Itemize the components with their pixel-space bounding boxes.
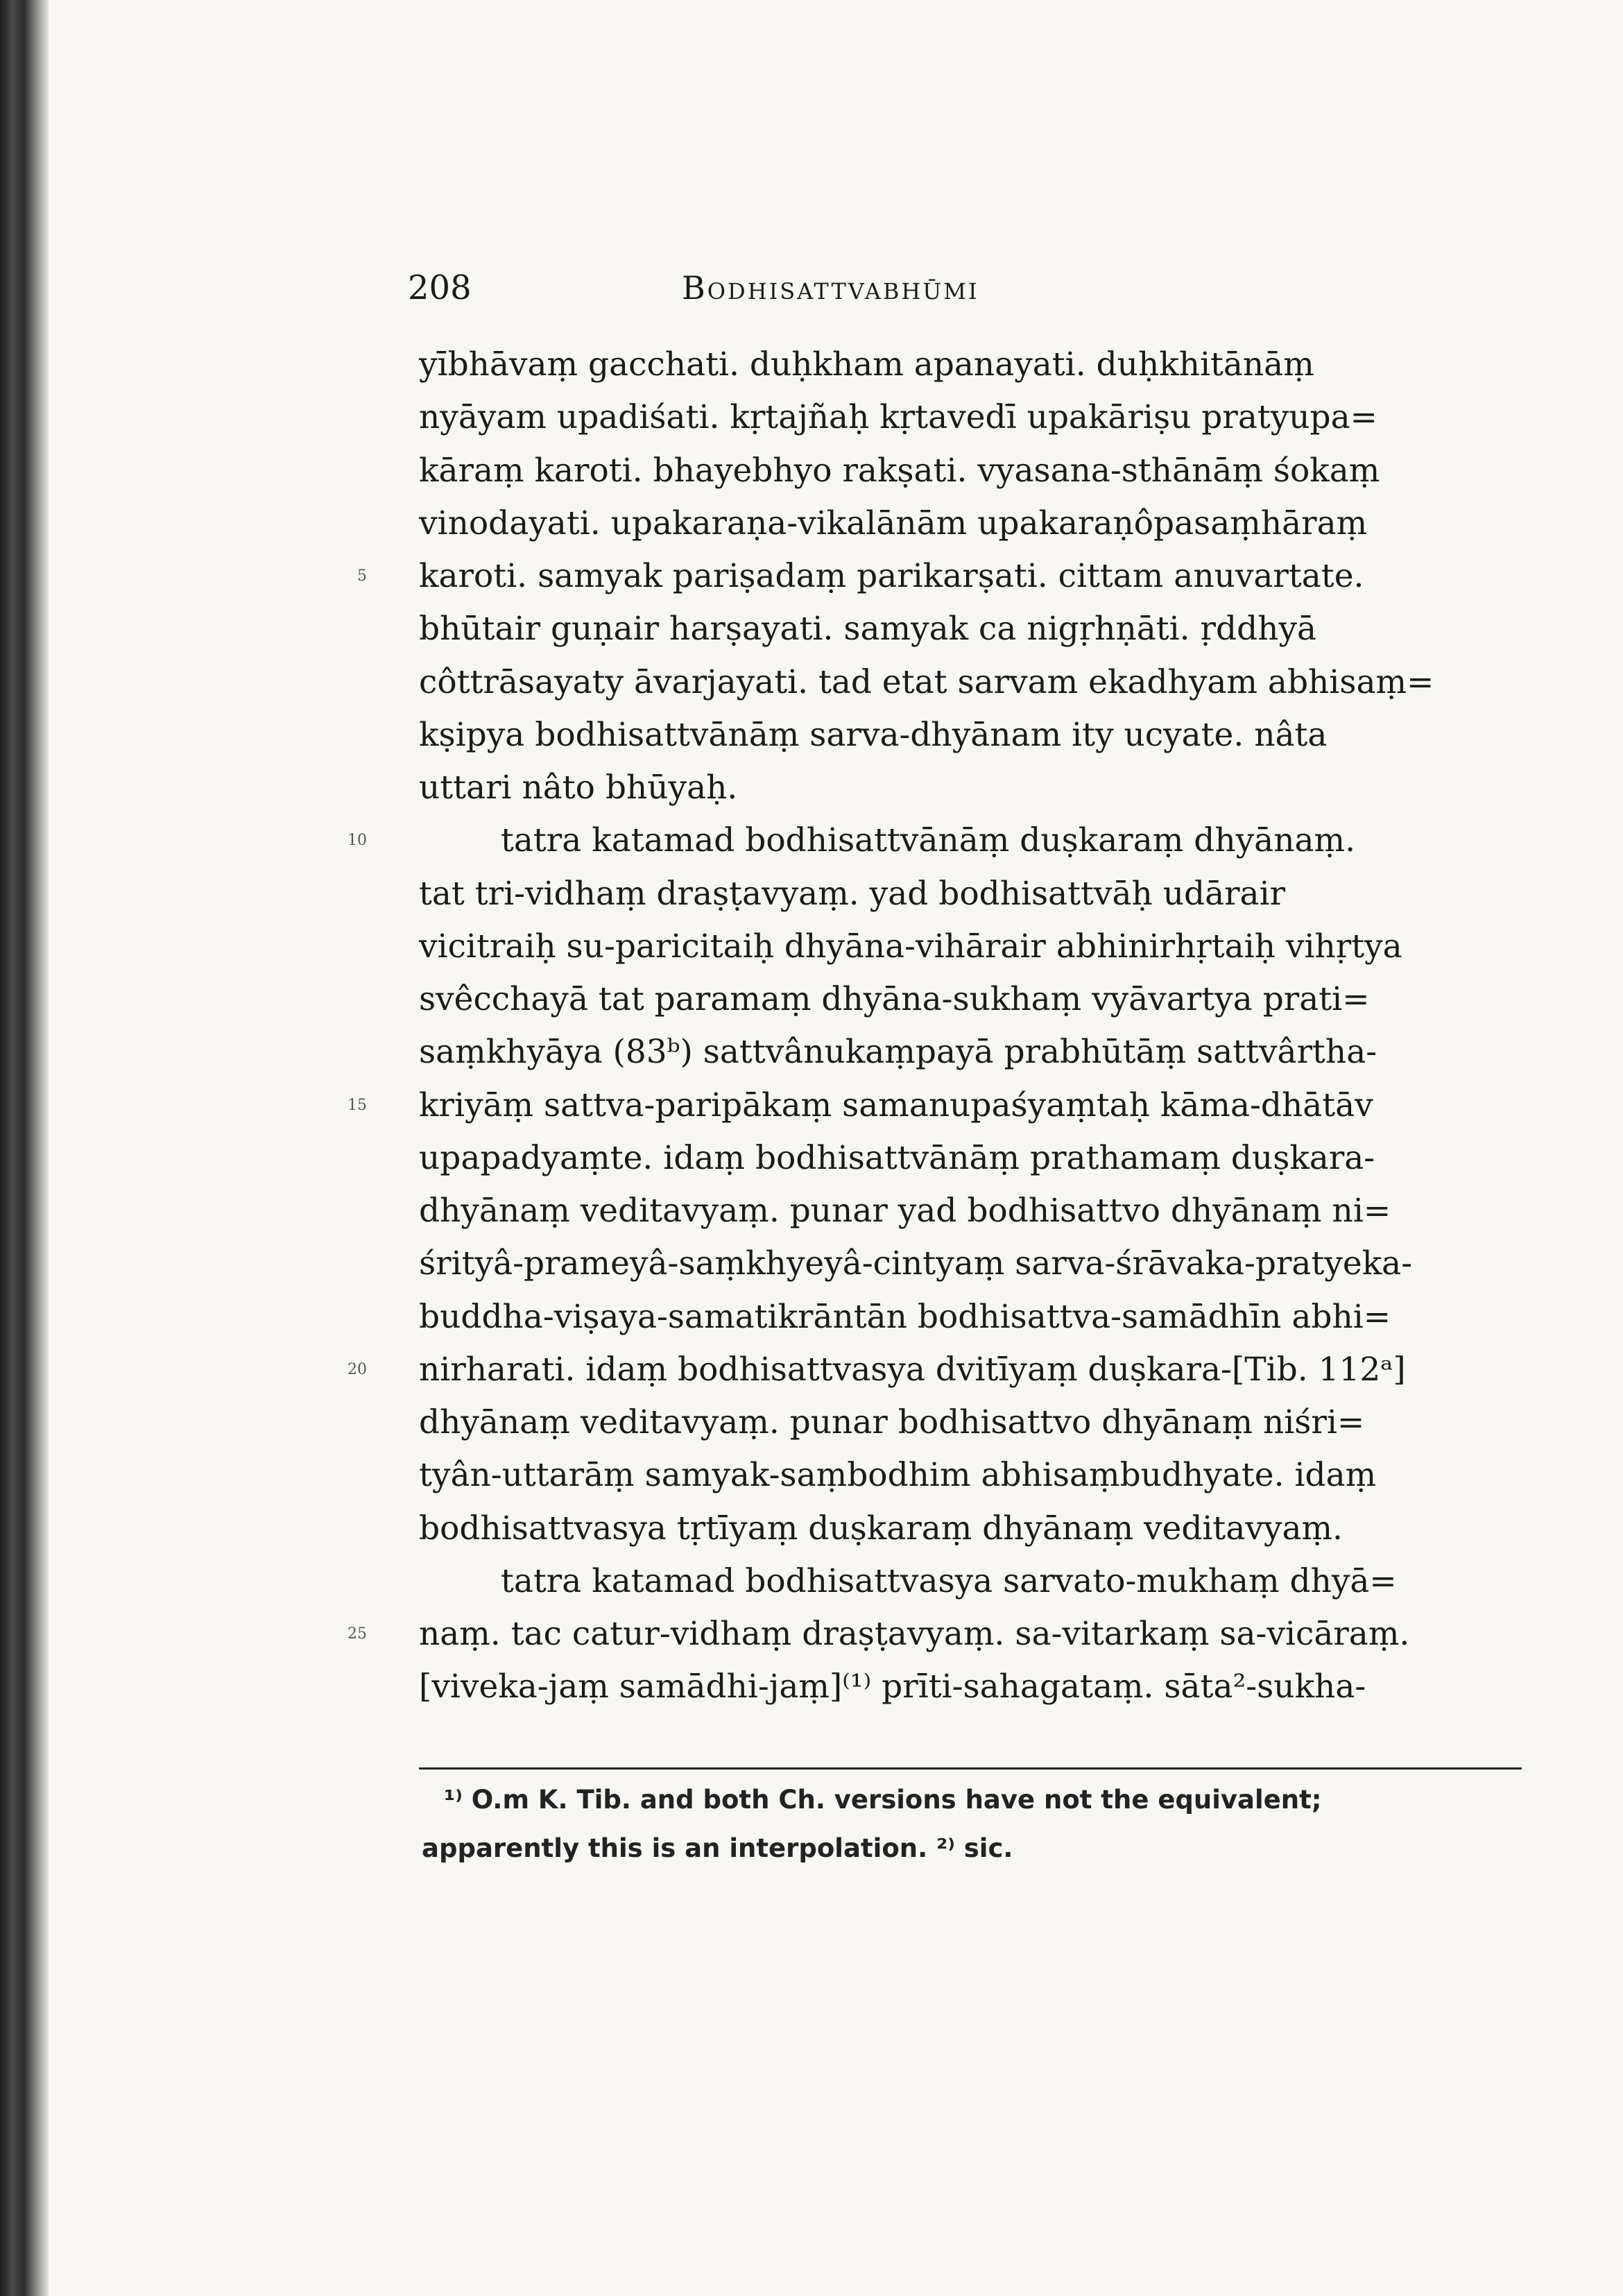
line-text: dhyānaṃ veditavyaṃ. punar yad bodhisattvo dhyānaṃ ni=: [419, 1192, 1391, 1230]
line-text: tyân-uttarāṃ samyak-saṃbodhim abhisaṃbudhyate. idaṃ: [419, 1456, 1377, 1495]
running-title: Bodhisattvabhūmi: [682, 269, 979, 307]
text-line: [419, 1291, 1529, 1344]
text-line: [347, 1079, 1529, 1132]
line-text: tatra katamad bodhisattvasya sarvato-mukhaṃ dhyā=: [501, 1561, 1397, 1600]
line-text: upapadyaṃte. idaṃ bodhisattvānāṃ prathamaṃ duṣkara-: [419, 1138, 1375, 1177]
text-line: [419, 1132, 1529, 1185]
line-number-marker: 15: [347, 1096, 367, 1114]
text-line: [419, 1396, 1529, 1449]
line-text: nirharati. idaṃ bodhisattvasya dvitīyaṃ duṣkara-[Tib. 112ᵃ]: [419, 1350, 1406, 1389]
line-number-marker: 25: [347, 1625, 367, 1643]
text-line: [419, 1555, 1529, 1608]
text-line: [347, 814, 1529, 867]
line-text: tat tri-vidhaṃ draṣṭavyaṃ. yad bodhisattvāḥ udārair: [419, 874, 1286, 913]
line-text: karoti. samyak pariṣadaṃ parikarṣati. cittam anuvartate.: [419, 557, 1364, 595]
text-line: [419, 1449, 1529, 1502]
footnote-line: ¹⁾ O.m K. Tib. and both Ch. versions have not the equivalent;: [444, 1785, 1322, 1815]
text-line: [419, 339, 1529, 391]
footnote-line: apparently this is an interpolation. ²⁾ sic.: [422, 1833, 1013, 1863]
text-line: [419, 868, 1529, 920]
text-line: [419, 497, 1529, 550]
line-text: dhyānaṃ veditavyaṃ. punar bodhisattvo dhyānaṃ niśri=: [419, 1403, 1365, 1441]
text-line: [419, 920, 1529, 973]
text-line: [347, 1608, 1529, 1661]
text-line: [419, 445, 1529, 497]
line-text: kṣipya bodhisattvānāṃ sarva-dhyānam ity ucyate. nâta: [419, 715, 1328, 754]
book-spine-shadow: [0, 0, 49, 2296]
text-line: [419, 1661, 1529, 1713]
footnote-rule: [419, 1767, 1522, 1770]
text-line: [419, 391, 1529, 444]
line-text: bhūtair guṇair harṣayati. samyak ca nigṛhṇāti. ṛddhyā: [419, 610, 1317, 649]
line-text: śrityâ-prameyâ-saṃkhyeyâ-cintyaṃ sarva-śrāvaka-pratyeka-: [419, 1244, 1413, 1283]
text-line: [419, 1026, 1529, 1079]
line-text: kāraṃ karoti. bhayebhyo rakṣati. vyasana-sthānāṃ śokaṃ: [419, 451, 1380, 490]
main-text: [347, 339, 1529, 1714]
line-number-marker: 10: [347, 832, 367, 850]
page-number: 208: [408, 268, 472, 307]
footnotes: [422, 1776, 1531, 1873]
line-text: yībhāvaṃ gacchati. duḥkham apanayati. duḥkhitānāṃ: [419, 345, 1314, 384]
text-line: [419, 603, 1529, 656]
text-line: [419, 656, 1529, 709]
line-text: kriyāṃ sattva-paripākaṃ samanupaśyaṃtaḥ kāma-dhātāv: [419, 1086, 1373, 1124]
line-text: svêcchayā tat paramaṃ dhyāna-sukhaṃ vyāvartya prati=: [419, 980, 1370, 1018]
text-line: [419, 1237, 1529, 1290]
line-text: vicitraiḥ su-paricitaiḥ dhyāna-vihārair abhinirhṛtaiḥ vihṛtya: [419, 927, 1402, 966]
text-line: [357, 550, 1529, 603]
page-header: [408, 267, 1518, 323]
line-text: tatra katamad bodhisattvānāṃ duṣkaraṃ dhyānaṃ.: [501, 821, 1356, 860]
text-line: [419, 973, 1529, 1026]
text-line: [347, 1344, 1529, 1396]
line-text: naṃ. tac catur-vidhaṃ draṣṭavyaṃ. sa-vitarkaṃ sa-vicāraṃ.: [419, 1615, 1410, 1653]
line-text: côttrāsayaty āvarjayati. tad etat sarvam ekadhyam abhisaṃ=: [419, 662, 1434, 701]
line-text: [viveka-jaṃ samādhi-jaṃ]⁽¹⁾ prīti-sahagataṃ. sāta²-sukha-: [419, 1668, 1366, 1706]
line-text: vinodayati. upakaraṇa-vikalānām upakaraṇôpasaṃhāraṃ: [419, 504, 1368, 542]
text-line: [419, 1502, 1529, 1555]
line-text: bodhisattvasya tṛtīyaṃ duṣkaraṃ dhyānaṃ veditavyaṃ.: [419, 1509, 1343, 1548]
line-number-marker: 20: [347, 1360, 367, 1378]
text-line: [419, 762, 1529, 814]
text-line: [419, 1185, 1529, 1237]
line-text: buddha-viṣaya-samatikrāntān bodhisattva-samādhīn abhi=: [419, 1297, 1391, 1336]
line-text: saṃkhyāya (83ᵇ) sattvânukaṃpayā prabhūtāṃ sattvârtha-: [419, 1033, 1377, 1072]
line-text: uttari nâto bhūyaḥ.: [419, 769, 738, 807]
line-text: nyāyam upadiśati. kṛtajñaḥ kṛtavedī upakāriṣu pratyupa=: [419, 398, 1378, 437]
text-line: [419, 709, 1529, 762]
line-number-marker: 5: [357, 567, 367, 585]
